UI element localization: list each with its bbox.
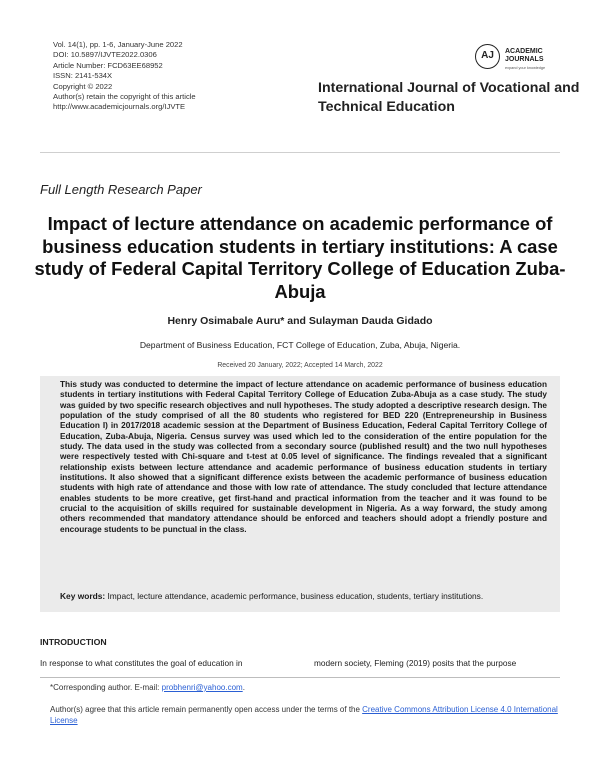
abstract-panel (40, 376, 560, 612)
license-link[interactable]: Creative Commons Attribution License 4.0 International License (50, 705, 558, 725)
doi-line: DOI: 10.5897/IJVTE2022.0306 (53, 50, 157, 60)
header-divider (40, 152, 560, 153)
logo-tagline: expand your knowledge (505, 66, 546, 70)
issn-line: ISSN: 2141-534X (53, 71, 113, 81)
article-metadata (53, 40, 303, 113)
copyright-note-line: Author(s) retain the copyright of this article (53, 92, 196, 102)
keywords-list: Impact, lecture attendance, academic performance, business education, students, tertiary institutions. (107, 591, 484, 601)
authors: Henry Osimabale Auru* and Sulayman Dauda Gidado (167, 315, 433, 327)
abstract-text: This study was conducted to determine the impact of lecture attendance on academic performance of business education students in tertiary institutions with Federal Capital Territory College of Education Zuba-Abuja as a case study. The study was guided by two specific research objectives and null hypotheses. The study adopted a descriptive research design. The population of the study comprised of all the 80 students who registered for BED 220 (Entrepreneurship in Business Education I) in 2017/2018 academic session at the Department of Business Education, Federal Capital Territory College of Education, Zuba-Abuja, Nigeria. Census survey was used which led to the consideration of the entire population for the study. The data used in the study was collected from a secondary source (published result) and the two null hypotheses were respectively tested with Chi-square and t-test at 0.05 level of significance. The findings revealed that a significant relationship exists between lecture attendance and academic performance of business education students in tertiary institutions. It also showed that a significant difference exists between the academic performance of business education students with high rate of attendance and those with low rate of attendance. The study concluded that lecture attendance enables students to be more creative, get first-hand and practical information from the teacher and it was found to be crucial to the acquisition of skills required for sustainable development in Nigeria. As a way forward, the study among others recommended that mandatory attendance should be enforced and teachers should adopt a friendly posture and encourage students to be punctual in the class. (60, 380, 547, 534)
logo-name (505, 48, 544, 64)
introduction-left-column: In response to what constitutes the goal of education in (40, 658, 243, 668)
publisher-logo (475, 44, 575, 76)
license-note (50, 705, 560, 726)
received-accepted-dates: Received 20 January, 2022; Accepted 14 March, 2022 (217, 362, 383, 369)
copyright-line: Copyright © 2022 (53, 81, 113, 91)
footnote-divider (40, 677, 560, 678)
corresponding-email-link[interactable]: probhenri@yahoo.com (161, 683, 243, 692)
logo-name-line1: ACADEMIC (505, 48, 543, 55)
paper-type: Full Length Research Paper (40, 182, 202, 197)
journal-url-line: http://www.academicjournals.org/IJVTE (53, 102, 186, 112)
paper-title: Impact of lecture attendance on academic performance of business education students in tertiary institutions: A case study of Federal Capital Territory College of Education Zuba-Abuja (34, 213, 566, 302)
license-prefix: Author(s) agree that this article remain permanently open access under the terms of the (50, 705, 363, 714)
volume-line: Vol. 14(1), pp. 1-6, January-June 2022 (53, 40, 183, 49)
corresponding-prefix: *Corresponding author. E-mail: (50, 683, 162, 692)
introduction-heading: INTRODUCTION (40, 637, 107, 647)
keywords-label: Key words: (60, 591, 106, 601)
logo-initials: AJ (475, 44, 500, 69)
keywords (60, 591, 547, 601)
corresponding-suffix: . (242, 683, 245, 692)
journal-name: International Journal of Vocational and Technical Education (318, 80, 580, 115)
logo-name-line2: JOURNALS (505, 56, 544, 63)
introduction-right-column: modern society, Fleming (2019) posits that the purpose (314, 658, 517, 668)
affiliation: Department of Business Education, FCT College of Education, Zuba, Abuja, Nigeria. (139, 340, 461, 350)
corresponding-author-note (50, 683, 245, 692)
article-number-line: Article Number: FCD63EE68952 (53, 60, 163, 70)
